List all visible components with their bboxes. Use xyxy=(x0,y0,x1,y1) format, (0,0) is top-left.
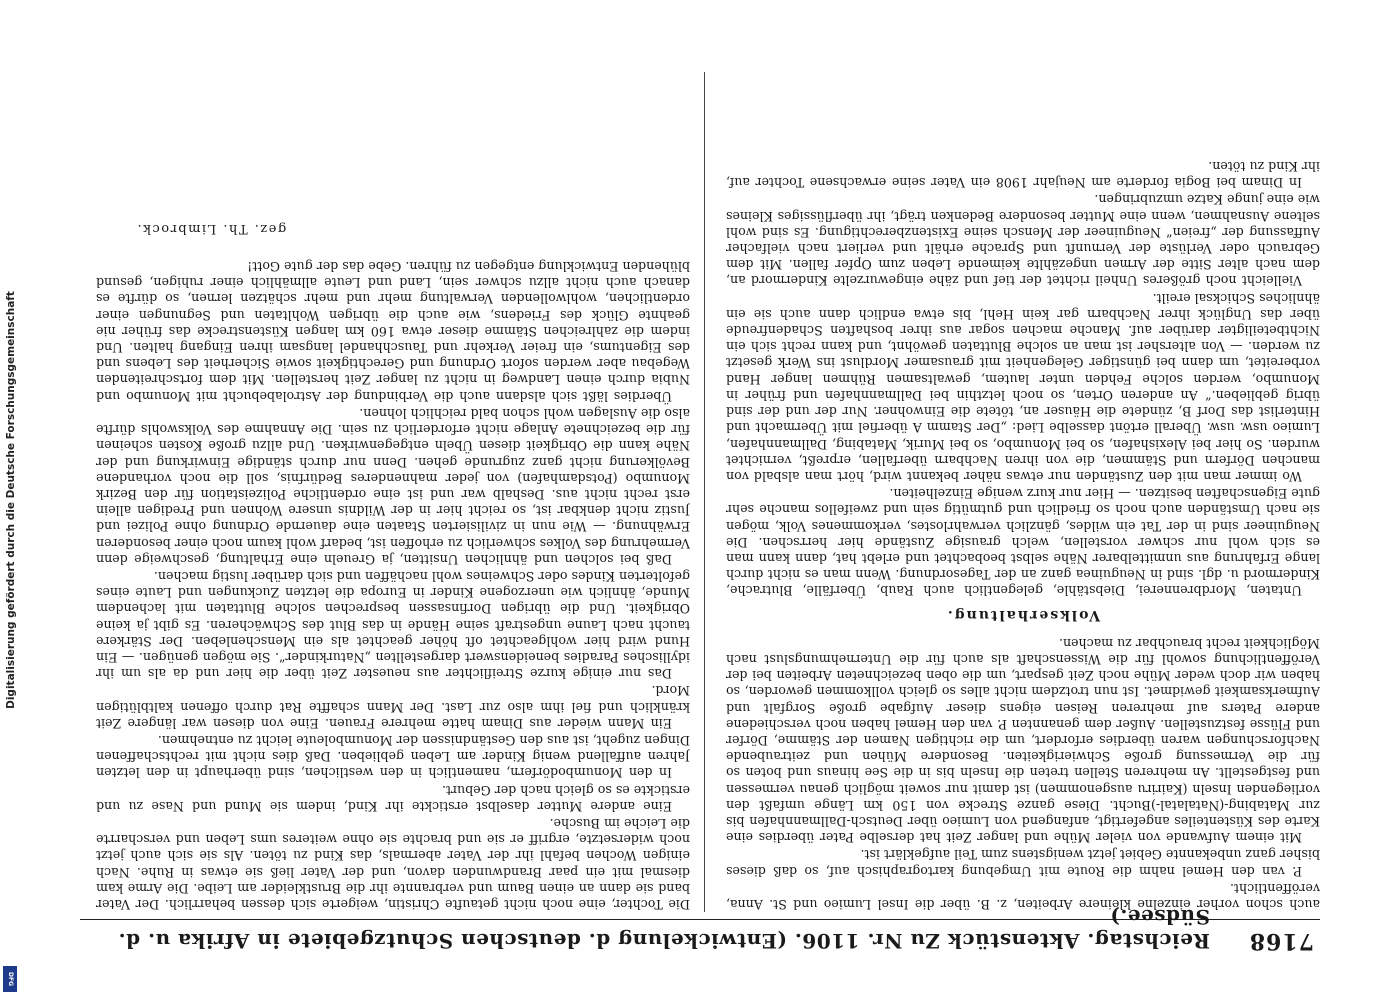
text-column-right xyxy=(96,72,690,912)
paragraph: Wo immer man mit den Zuständen nur etwas näher bekannt wird, hört man alsbald von manchen Dörfern und Stämmen, die von ihren Nachbarn überfallen, erpreßt, vernichtet wurden. So hier bei Alexishafen, so bei Monumbo, so bei Murik, Matabing, Dallmannhafen, Lumieo usw. usw. Überall ertönt dasselbe Lied: „Der Stamm A überfiel mit Übermacht und Hinterlist das Dorf B, zündete die Häuser an, tötete die Einwohner. Nur der und der sind übrig geblieben.“ An anderen Orten, so noch letzthin bei Dallmannhafen und früher in Monumbo, werden solche Fehden unter lautem, gewaltsamen Rühmen langer Hand vorbereitet, um dann bei günstiger Gelegenheit mit grausamer Mordlust ins Werk gesetzt zu werden. — Von altersher ist man an solche Bluttaten gewöhnt, und kann recht sich ein Nichtbeteiligter darüber auf. Manche machen sogar aus ihrer boshaften Schadenfreude über das Unglück ihrer Nachbarn gar kein Hehl, bis etwa endlich dann auch sie ein ähnliches Schicksal ereilt. xyxy=(726,290,1320,484)
signature: gez. Th. Limbrock. xyxy=(136,220,287,236)
running-title: Reichstag. Aktenstück Zu Nr. 1106. (Entwickelung d. deutschen Schutzgebiete in Afrika u. d. Südsee.) xyxy=(118,905,1210,953)
paragraph: Das nur einige kurze Streiflichter aus neuester Zeit über die hier und da als um ihr idyllisches Paradies beneidenswert dargestellten „Naturkinder“. Sie mögen genügen. — Ein Hund wird hier wohlgeachtet oft höher geachtet als ein Menschenleben. Der Stärkere taucht nach Laune ungestraft seine Hände in das Blut des Schwächeren. Es gibt ja keine Obrigkeit. Und die übrigen Dorfinsassen besprechen solche Bluttaten mit lachendem Munde, ähnlich wie unerzogene Kinder in Europa die letzten Zuckungen und Laute eines gefolterten Kindes oder Schweines wohl nachäffen und sich darüber lustig machen. xyxy=(96,568,690,682)
column-divider xyxy=(704,72,705,912)
dfg-logo: DFG xyxy=(3,966,17,992)
section-heading: Volkserhaltung. xyxy=(945,606,1101,623)
paragraph: Untaten, Mordbrennerei, Diebstähle, gelegentlich auch Raub, Überfälle, Blutrache, Kindermord u. dgl. sind in Neuguinea ganz an der Tagesordnung. Wenn man es nicht durch lange Erfahrung aus unmittelbarer Nähe selbst beobachtet und erlebt hat, dann kann man es sich wohl nur schwer vorstellen, welch grausige Zustände hier herrschen. Die Neuguineer sind in der Tat ein wildes, gänzlich verwahrlostes, verkommenes Volk, mögen sie nach Umständen auch noch so friedlich und gutmütig sein und zweifellos manche sehr gute Eigenschaften besitzen. — Hier nur kurz wenige Einzelheiten. xyxy=(726,486,1320,599)
paragraph: P. van den Hemel nahm die Route mit Umgebung kartographisch auf, so daß dieses bisher ganz unbekannte Gebiet jetzt wenigstens zum Teil aufgeklärt ist. xyxy=(726,847,1320,879)
paragraph: Eine andere Mutter daselbst erstickte ihr Kind, indem sie Mund und Nase zu und erstickte es so gleich nach der Geburt. xyxy=(96,782,690,814)
digitization-credit-text: Digitalisierung gefördert durch die Deutsche Forschungsgemeinschaft xyxy=(5,291,17,709)
page-header xyxy=(80,905,1320,960)
paragraph: Ein Mann wieder aus Dinam hatte mehrere Frauen. Eine von diesen war längere Zeit kränklich und fiel ihm also zur Last. Der Mann schaffte Rat durch offenen kaltblütigen Mord. xyxy=(96,683,690,731)
digitization-credit xyxy=(0,0,22,1000)
paragraph: Daß bei solchen und ähnlichen Unsitten, ja Greueln eine Erhaltung, geschweige denn Vermehrung des Volkes schwerlich zu erhoffen ist, bedarf wohl kaum noch einer besonderen Erwähnung. — Wie nun in zivilisierten Staaten eine dauernde Ordnung ohne Polizei und Justiz nicht denkbar ist, so reicht hier in der Wildnis unsere Wohnen und Predigen allein erst recht nicht aus. Deshalb war und ist eine ordentliche Polizeistation für den Bezirk Monumbo (Potsdamhafen) von jeder mahnenderes Bedürfnis, soll die noch vorhandene Bevölkerung nicht ganz zugrunde gehen. Denn nur durch ständige Einwirkung und der Nähe kann die Obrigkeit diesen Übeln entgegenwirken. Und allzu große Kosten scheinen für die bezeichnete Anlage nicht erforderlich zu sein. Die Annahme des Volkswohls dürfte also die Auslagen wohl schon bald reichlich lohnen. xyxy=(96,405,690,567)
page-number: 7168 xyxy=(1248,928,1314,954)
paragraph: Die Tochter, eine noch nicht getaufte Christin, weigerte sich dessen beharrlich. Der Vater band sie dann an einen Baum und verbrannte ihr die Brustkleider am Leibe. Die Arme kam diesmal mit ein paar Brandwunden davon, und der Vater ließ sie etwas in Ruhe. Nach einigen Wochen befahl ihr der Vater abermals, das Kind zu töten. Als sie sich auch jetzt noch widersetzte, ergriff er sie und brachte sie ohne weiteres ums Leben und verscharrte die Leiche im Busche. xyxy=(96,815,690,912)
paragraph: Mit einem Aufwande von vieler Mühe und langer Zeit hat derselbe Pater überdies eine Karte des Küstenteiles angefertigt, anfangend von Lumieo über Deutsch-Dallmannhafen bis zur Matabing-(Natalatal-)Bucht. Diese ganze Strecke von 150 km Länge umfaßt den vorliegenden Inseln (Kairiru ausgenommen) ist damit nur soweit möglich genau vermessen und festgestellt. An mehreren Stellen treten die Inseln bis in die See hinaus und boten so für die Vermessung große Schwierigkeiten. Besondere Mühen und zeitraubende Nachforschungen waren überdies erfordert, um die richtigen Namen der Stämme, Dörfer und Flüsse festzustellen. Außer dem genannten P. van den Hemel haben noch verschiedene andere Paters auf mehreren Reisen eigens dieser Aufgabe große Sorgfalt und Aufmerksamkeit gewidmet. Ist nun trotzdem nicht alles so gleich vollkommen geworden, so haben wir doch weder Mühe noch Zeit gespart, um die oben bezeichneten Arbeiten bei der Veröffentlichung sowohl für die Wissenschaft als auch für die Unternehmungslust nach Möglichkeit recht brauchbar zu machen. xyxy=(726,635,1320,846)
paragraph: auch schon vorher einzelne kleinere Arbeiten, z. B. über die Insel Lumieo und St. Anna, veröffentlicht. xyxy=(726,880,1320,912)
text-column-left xyxy=(726,72,1320,912)
scanned-page xyxy=(80,70,1320,960)
paragraph: In den Monumbodörfern, namentlich in den westlichen, sind überhaupt in den letzten Jahren auffallend wenig Kinder am Leben geblieben. Daß dies nicht mit rechtschaffenen Dingen zugeht, ist aus den Geständnissen der Monumboleute leicht zu entnehmen. xyxy=(96,732,690,781)
paragraph: In Dinam bei Bogia forderte am Neujahr 1908 ein Vater seine erwachsene Tochter auf, ihr Kind zu töten. xyxy=(726,159,1320,191)
paragraph: Überdies läßt sich alsdann auch die Verbindung der Astrolabebucht mit Monumbo und Nubia durch einen Landweg in nicht zu langer Zeit herstellen. Mit dem fortschreitenden Wegebau aber werden sofort Ordnung und Gerechtigkeit sowie Sicherheit des Lebens und des Eigentums, ein freier Verkehr und Tauschhandel langsam ihren Eingang halten. Und indem die zahlreichen Stämme dieser etwa 160 km langen Küstenstrecke das früher nie geahnte Glück des Friedens, wie auch die übrigen Wohltaten und Segnungen einer ordentlichen, wohlwollenden Verwaltung mehr und mehr schätzen lernen, so dürfte es danach auch nicht allzu schwer sein, Land und Leute allmählich einer ruhigen, gesund blühenden Entwicklung entgegen zu führen. Gebe das der gute Gott! xyxy=(96,259,690,404)
paragraph: Vielleicht noch größeres Unheil richtet der tief und zähe eingewurzelte Kindermord an, dem nach alter Sitte der Armen ungezählte keimende Leben zum Opfer fallen. Mit dem Gebrauch oder Verlüste der Vernunft und Sprache erhält und verliert nach vielfacher Auffassung der „freien“ Neuguineer der Mensch seine Existenzberechtigung. Es sind wohl seltene Ausnahmen, wenn eine Mutter besondere Bedenken trägt, ihr überflüssiges Kleines wie eine junge Katze umzubringen. xyxy=(726,192,1320,289)
